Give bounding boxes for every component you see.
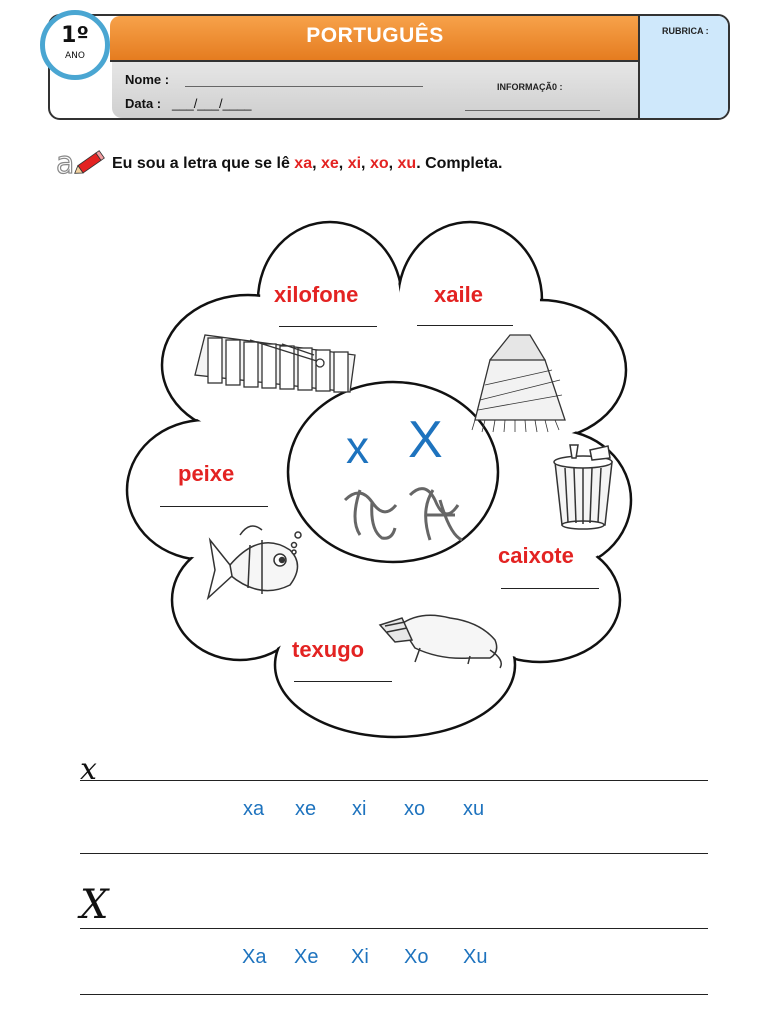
instruction-separator: ,	[388, 155, 394, 172]
syllable-xa: xa	[243, 798, 265, 820]
word-peixe: peixe	[178, 461, 235, 486]
cursive-uppercase-x: X	[80, 882, 109, 928]
writing-line	[80, 853, 708, 854]
grade-sub-label: ANO	[65, 51, 85, 61]
instruction-suffix: . Completa.	[416, 155, 503, 172]
writing-line	[80, 928, 708, 929]
trash-bin-illustration	[554, 445, 612, 529]
syllable-xe: xe	[295, 798, 317, 820]
word-texugo: texugo	[292, 637, 365, 662]
date-label: Data :	[125, 96, 162, 111]
syllable-Xa: Xa	[242, 946, 267, 968]
writing-line	[80, 780, 708, 781]
instruction-prefix: Eu sou a letra que se lê	[112, 155, 290, 172]
answer-line-xaile[interactable]	[417, 325, 513, 326]
syllable-Xe: Xe	[294, 946, 319, 968]
answer-line-caixote[interactable]	[501, 588, 599, 589]
center-lowercase-letter: x	[346, 421, 369, 473]
answer-line-xilofone[interactable]	[279, 326, 377, 327]
answer-line-peixe[interactable]	[160, 506, 268, 507]
instruction-syllable-xe: xe	[321, 155, 339, 172]
svg-text:a: a	[56, 146, 75, 176]
instruction-syllable-xi: xi	[347, 155, 362, 172]
word-xilofone: xilofone	[274, 282, 359, 307]
info-label: INFORMAÇÃ0 :	[497, 82, 563, 92]
date-field[interactable]: ___/___/____	[172, 96, 252, 111]
syllable-Xi: Xi	[351, 946, 369, 968]
syllable-xo: xo	[404, 798, 426, 820]
syllable-Xo: Xo	[404, 946, 429, 968]
instruction-separator: ,	[361, 155, 366, 172]
word-xaile: xaile	[434, 282, 483, 307]
instruction-separator: ,	[338, 155, 344, 172]
instruction-syllable-xa: xa	[294, 155, 313, 172]
name-label: Nome :	[125, 72, 170, 87]
cursive-lowercase-x: x	[80, 752, 97, 787]
subject-title: PORTUGUÊS	[306, 24, 444, 47]
grade-number: 1º	[61, 23, 89, 48]
rubrica-label: RUBRICA :	[662, 26, 709, 36]
writing-line	[80, 994, 708, 995]
word-caixote: caixote	[498, 543, 574, 568]
syllable-Xu: Xu	[463, 946, 488, 968]
syllable-xu: xu	[463, 798, 485, 820]
instruction-separator: ,	[312, 155, 317, 172]
grade-badge	[40, 10, 110, 80]
answer-line-texugo[interactable]	[294, 681, 392, 682]
syllable-xi: xi	[352, 798, 367, 820]
instruction-syllable-xu: xu	[397, 155, 417, 172]
center-uppercase-letter: X	[408, 411, 443, 469]
instruction-syllable-xo: xo	[369, 155, 389, 172]
